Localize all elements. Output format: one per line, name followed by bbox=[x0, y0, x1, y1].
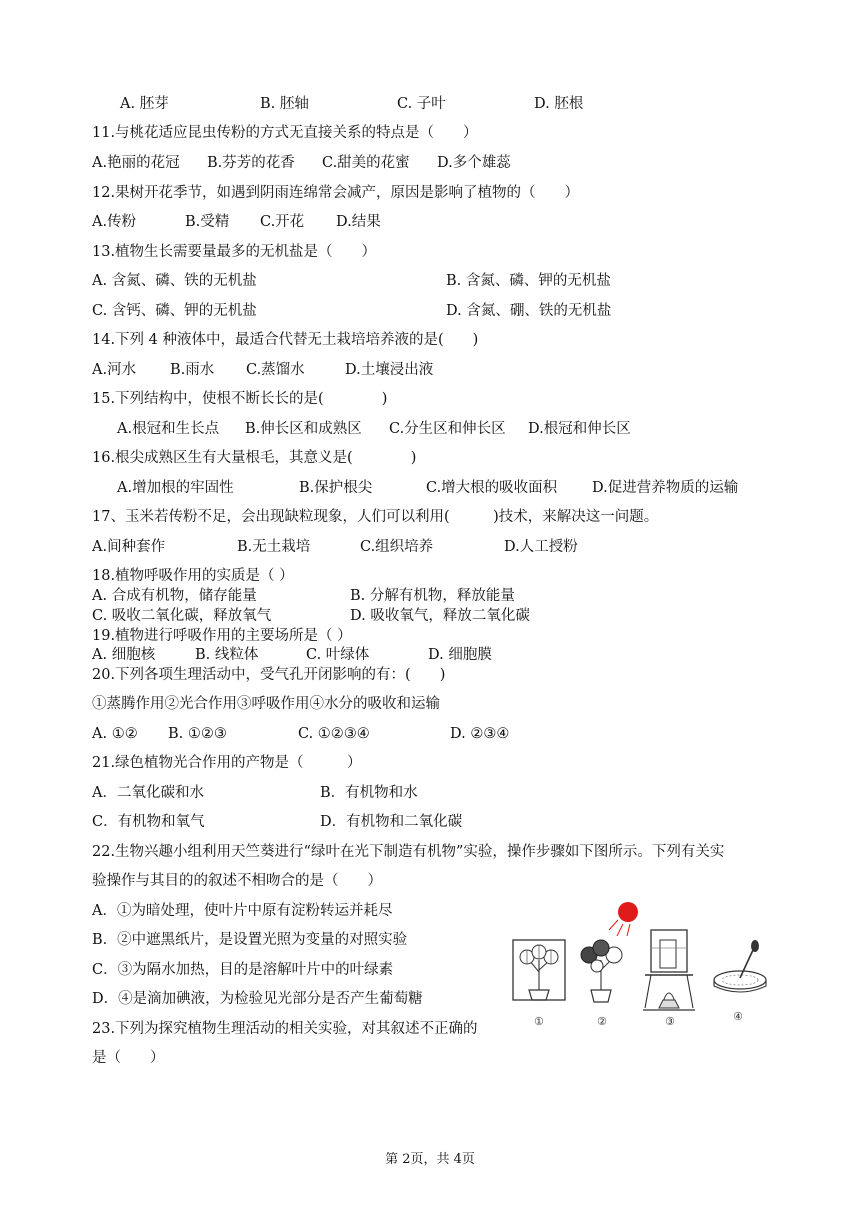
q21-option-d: D．有机物和二氧化碳 bbox=[320, 814, 463, 830]
experiment-steps-illustration bbox=[505, 900, 785, 1035]
q20-option-d: D. ②③④ bbox=[450, 726, 510, 742]
q20-option-a: A. ①② bbox=[92, 726, 138, 742]
q12-option-c: C.开花 bbox=[260, 214, 305, 230]
q19-option-d: D. 细胞膜 bbox=[428, 647, 492, 663]
q15-option-c: C.分生区和伸长区 bbox=[389, 421, 506, 437]
q15-option-a: A.根冠和生长点 bbox=[117, 421, 220, 437]
q17-option-d: D.人工授粉 bbox=[504, 539, 578, 555]
q16-option-c: C.增大根的吸收面积 bbox=[426, 480, 558, 496]
q12-option-b: B.受精 bbox=[185, 214, 230, 230]
q21-option-a: A．二氧化碳和水 bbox=[92, 785, 204, 801]
q20-statements: ①蒸腾作用②光合作用③呼吸作用④水分的吸收和运输 bbox=[92, 696, 440, 712]
q11-option-a: A.艳丽的花冠 bbox=[92, 155, 180, 171]
q22-option-c: C．③为隔水加热，目的是溶解叶片中的叶绿素 bbox=[92, 962, 394, 978]
q22-option-b: B．②中遮黑纸片，是设置光照为变量的对照实验 bbox=[92, 932, 408, 948]
q12-stem: 12.果树开花季节，如遇到阴雨连绵常会减产，原因是影响了植物的（ ） bbox=[92, 185, 580, 201]
q21-option-c: C．有机物和氧气 bbox=[92, 814, 205, 830]
q14-option-c: C.蒸馏水 bbox=[246, 362, 305, 378]
q14-option-b: B.雨水 bbox=[170, 362, 215, 378]
water-bath-icon bbox=[643, 930, 695, 1010]
q13-option-a: A. 含氮、磷、铁的无机盐 bbox=[92, 273, 257, 289]
q20-stem: 20.下列各项生理活动中，受气孔开闭影响的有：( ) bbox=[92, 667, 446, 683]
q23-stem-line2: 是（ ） bbox=[92, 1050, 165, 1066]
q16-stem: 16.根尖成熟区生有大量根毛，其意义是( ) bbox=[92, 450, 417, 466]
q10-option-d: D. 胚根 bbox=[534, 96, 584, 112]
q16-option-b: B.保护根尖 bbox=[299, 480, 373, 496]
q14-option-d: D.土壤浸出液 bbox=[345, 362, 434, 378]
q17-option-b: B.无土栽培 bbox=[237, 539, 311, 555]
q21-option-b: B．有机物和水 bbox=[320, 785, 418, 801]
q12-option-d: D.结果 bbox=[336, 214, 381, 230]
q21-stem: 21.绿色植物光合作用的产物是（ ） bbox=[92, 755, 362, 771]
q10-option-a: A. 胚芽 bbox=[120, 96, 169, 112]
q18-option-d: D. 吸收氧气，释放二氧化碳 bbox=[350, 608, 530, 624]
q13-option-b: B. 含氮、磷、钾的无机盐 bbox=[446, 273, 611, 289]
q23-stem-line1: 23.下列为探究植物生理活动的相关实验，对其叙述不正确的 bbox=[92, 1021, 478, 1037]
q12-option-a: A.传粉 bbox=[92, 214, 137, 230]
q22-option-a: A．①为暗处理，使叶片中原有淀粉转运并耗尽 bbox=[92, 903, 393, 919]
q14-option-a: A.河水 bbox=[92, 362, 137, 378]
q11-option-d: D.多个雄蕊 bbox=[437, 155, 511, 171]
q17-option-a: A.间种套作 bbox=[92, 539, 166, 555]
q18-option-c: C. 吸收二氧化碳，释放氧气 bbox=[92, 608, 272, 624]
petri-dish-dropper-icon bbox=[714, 940, 766, 992]
figure-label-2: ② bbox=[597, 1015, 607, 1028]
q11-option-b: B.芬芳的花香 bbox=[207, 155, 295, 171]
q19-option-a: A. 细胞核 bbox=[92, 647, 156, 663]
q17-stem: 17、玉米若传粉不足，会出现缺粒现象，人们可以利用( )技术，来解决这一问题。 bbox=[92, 509, 659, 525]
q22-stem-line1: 22.生物兴趣小组利用天竺葵进行“绿叶在光下制造有机物”实验，操作步骤如下图所示。下列有关实 bbox=[92, 844, 725, 860]
q11-stem: 11.与桃花适应昆虫传粉的方式无直接关系的特点是（ ） bbox=[92, 125, 478, 141]
q18-stem: 18.植物呼吸作用的实质是（ ） bbox=[92, 568, 294, 584]
q22-stem-line2: 验操作与其目的的叙述不相吻合的是（ ） bbox=[92, 873, 382, 889]
sun-plant-icon bbox=[581, 902, 638, 1002]
q13-option-c: C. 含钙、磷、钾的无机盐 bbox=[92, 303, 257, 319]
figure-label-3: ③ bbox=[665, 1015, 675, 1028]
q20-option-c: C. ①②③④ bbox=[298, 726, 370, 742]
q16-option-d: D.促进营养物质的运输 bbox=[592, 480, 739, 496]
page-footer: 第 2页，共 4页 bbox=[385, 1152, 475, 1167]
q15-option-d: D.根冠和伸长区 bbox=[528, 421, 631, 437]
q19-option-b: B. 线粒体 bbox=[195, 647, 259, 663]
q18-option-a: A. 合成有机物，储存能量 bbox=[92, 588, 257, 604]
q22-option-d: D．④是滴加碘液，为检验见光部分是否产生葡萄糖 bbox=[92, 991, 423, 1007]
figure-label-4: ④ bbox=[733, 1010, 743, 1023]
dark-box-plant-icon bbox=[513, 940, 565, 1000]
q14-stem: 14.下列 4 种液体中，最适合代替无土栽培培养液的是( ) bbox=[92, 332, 479, 348]
q18-option-b: B. 分解有机物，释放能量 bbox=[350, 588, 515, 604]
q13-stem: 13.植物生长需要量最多的无机盐是（ ） bbox=[92, 244, 377, 260]
q19-stem: 19.植物进行呼吸作用的主要场所是（ ） bbox=[92, 628, 352, 644]
q13-option-d: D. 含氮、硼、铁的无机盐 bbox=[446, 303, 612, 319]
figure-label-1: ① bbox=[534, 1015, 544, 1028]
q15-option-b: B.伸长区和成熟区 bbox=[245, 421, 362, 437]
q15-stem: 15.下列结构中，使根不断长长的是( ) bbox=[92, 391, 388, 407]
q19-option-c: C. 叶绿体 bbox=[306, 647, 370, 663]
q11-option-c: C.甜美的花蜜 bbox=[322, 155, 410, 171]
q20-option-b: B. ①②③ bbox=[168, 726, 227, 742]
q10-option-b: B. 胚轴 bbox=[260, 96, 309, 112]
q16-option-a: A.增加根的牢固性 bbox=[117, 480, 234, 496]
experiment-figure bbox=[505, 900, 785, 1035]
q17-option-c: C.组织培养 bbox=[360, 539, 434, 555]
q10-option-c: C. 子叶 bbox=[397, 96, 446, 112]
